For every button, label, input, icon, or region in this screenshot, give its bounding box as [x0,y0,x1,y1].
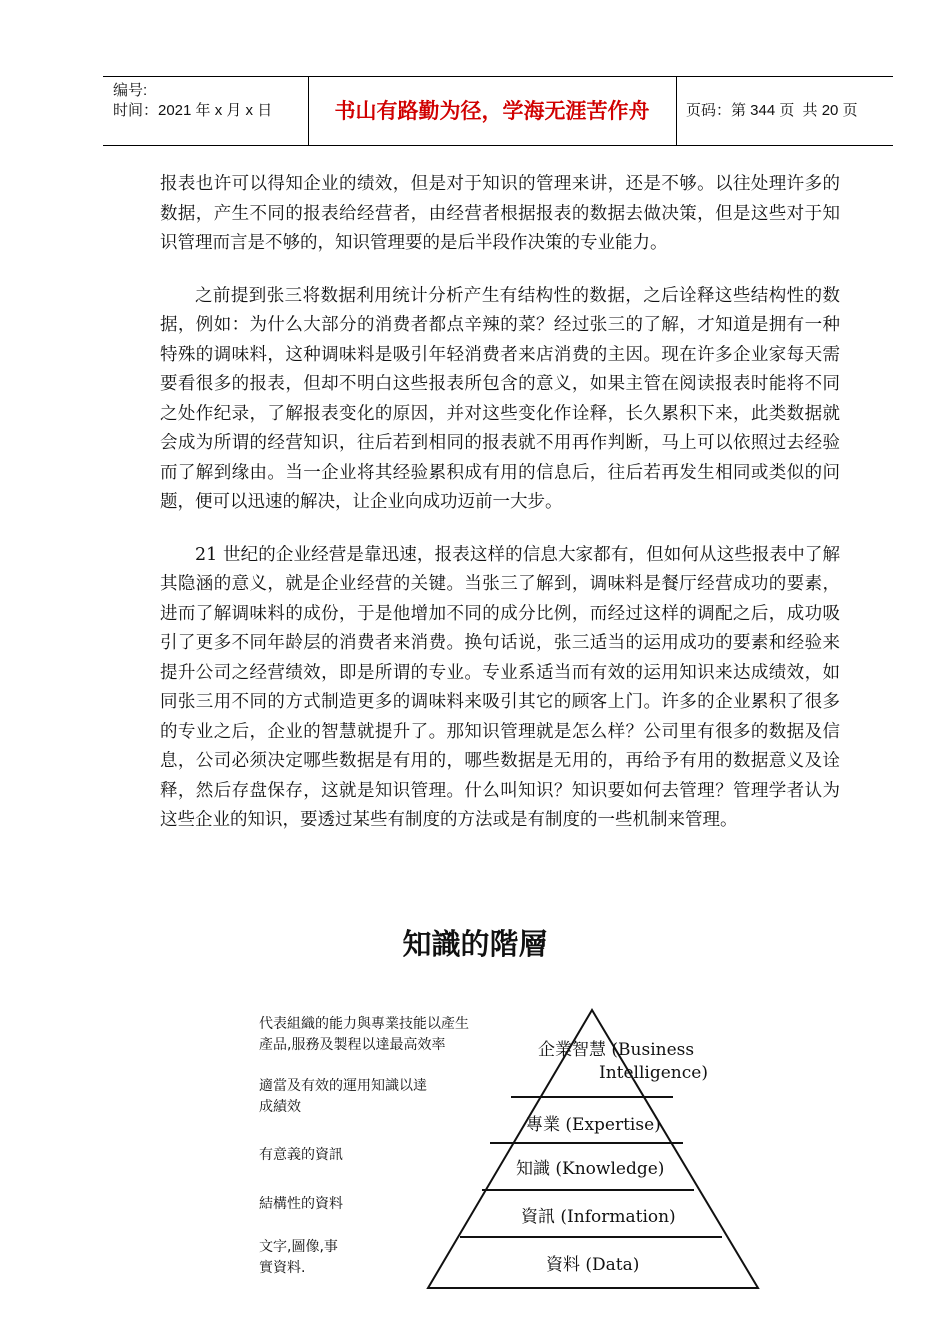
total-pages-label: 共 20 页 [802,102,858,119]
paragraph: 21 世纪的企业经营是靠迅速，报表这样的信息大家都有，但如何从这些报表中了解其隐涵的意义，就是企业经营的关键。当张三了解到，调味料是餐厅经营成功的要素，进而了解调味料的成份，于是他增加不同的成分比例，而经过这样的调配之后，成功吸引了更多不同年龄层的消费者来消费。换句话说，张三适当的运用成功的要素和经验来提升公司之经营绩效，即是所谓的专业。专业系适当而有效的运用知识来达成绩效，如同张三用不同的方式制造更多的调味料来吸引其它的顾客上门。许多的企业累积了很多的专业之后，企业的智慧就提升了。那知识管理就是怎么样？公司里有很多的数据及信息，公司必须决定哪些数据是有用的，哪些数据是无用的，再给予有用的数据意义及诠释，然后存盘保存，这就是知识管理。什么叫知识？知识要如何去管理？管理学者认为这些企业的知识，要透过某些有制度的方法或是有制度的一些机制来管理。 [160,544,841,830]
description-line: 適當及有效的運用知識以達 [259,1078,427,1094]
level-knowledge: 知識 (Knowledge) [516,1159,665,1179]
description-line: 文字,圖像,事 [259,1239,338,1255]
page-label: 页码：第 344 页 [686,102,795,119]
knowledge-pyramid [420,1000,770,1300]
description-line: 實資料. [259,1260,306,1276]
serial-label: 编号: [113,82,148,99]
level-expertise: 專業 (Expertise) [526,1115,661,1135]
description-line: 有意義的資訊 [259,1147,343,1163]
level-business-intelligence-line2: Intelligence) [599,1063,708,1083]
header-meta [113,81,272,121]
level-business-intelligence-line1: 企業智慧 (Business [538,1040,695,1060]
description-line: 成績效 [259,1099,301,1115]
paragraph: 之前提到张三将数据利用统计分析产生有结构性的数据，之后诠释这些结构性的数据，例如：为什么大部分的消费者都点辛辣的菜？经过张三的了解，才知道是拥有一种特殊的调味料，这种调味料是吸引年轻消费者来店消费的主因。现在许多企业家每天需要看很多的报表，但却不明白这些报表所包含的意义，如果主管在阅读报表时能将不同之处作纪录，了解报表变化的原因，并对这些变化作诠释，长久累积下来，此类数据就会成为所谓的经营知识，往后若到相同的报表就不用再作判断，马上可以依照过去经验而了解到缘由。当一企业将其经验累积成有用的信息后，往后若再发生相同或类似的问题，便可以迅速的解决，让企业向成功迈前一大步。 [160,285,840,512]
header-motto: 书山有路勤为径，学海无涯苦作舟 [334,99,650,123]
description-line: 代表組織的能力與專業技能以產生 [259,1016,469,1032]
description-line: 結構性的資料 [259,1196,343,1212]
paragraph: 报表也许可以得知企业的绩效，但是对于知识的管理来讲，还是不够。以往处理许多的数据，产生不同的报表给经营者，由经营者根据报表的数据去做决策，但是这些对于知识管理而言是不够的，知识管理要的是后半段作决策的专业能力。 [160,174,840,253]
diagram-title: 知識的階層 [402,927,548,961]
level-data: 資料 (Data) [546,1255,640,1275]
page-number [676,77,903,145]
page-header [103,76,893,146]
time-label: 时间：2021 年 x 月 x 日 [113,102,273,119]
description-line: 產品,服務及製程以達最高效率 [259,1037,446,1053]
body-text [160,170,840,859]
level-information: 資訊 (Information) [521,1207,676,1227]
